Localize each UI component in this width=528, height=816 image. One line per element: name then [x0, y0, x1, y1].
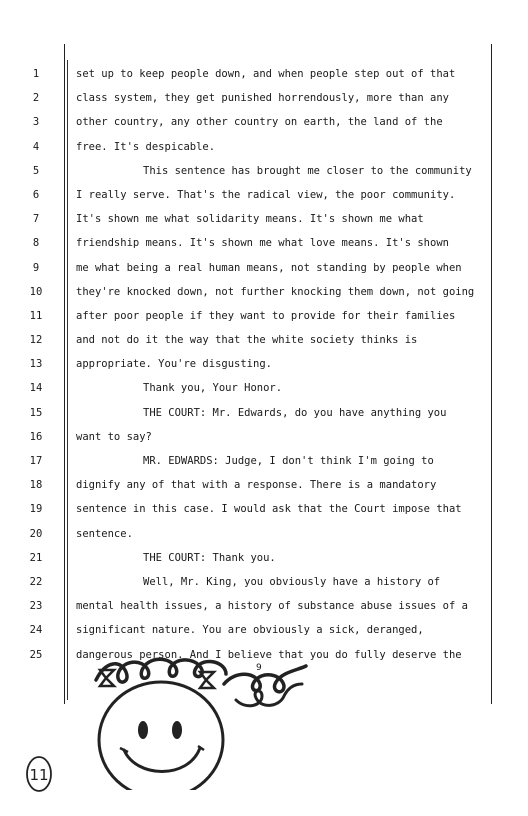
- line-text: and not do it the way that the white society thinks is: [76, 334, 418, 347]
- line-number: 11: [29, 309, 43, 322]
- transcript-line: [0, 304, 528, 328]
- line-number: 12: [29, 334, 43, 347]
- transcript-line: [0, 546, 528, 570]
- line-text: free. It's despicable.: [76, 140, 216, 153]
- line-text: THE COURT: Mr. Edwards, do you have anything you: [143, 406, 447, 419]
- line-number: 7: [32, 213, 40, 226]
- line-number: 1: [32, 68, 40, 80]
- line-text: MR. EDWARDS: Judge, I don't think I'm going to: [143, 455, 434, 467]
- line-number: 19: [29, 503, 43, 516]
- line-number: 16: [29, 430, 43, 443]
- transcript-line: [0, 497, 528, 521]
- line-number: 25: [29, 648, 43, 661]
- line-number: 20: [29, 527, 43, 540]
- transcript-line: [0, 159, 528, 183]
- line-text: they're knocked down, not further knocking them down, not going: [76, 285, 475, 298]
- line-number: 23: [29, 600, 43, 613]
- transcript-line: [0, 352, 528, 376]
- handwritten-circled-number: [24, 754, 54, 794]
- line-text: significant nature. You are obviously a sick, deranged,: [76, 624, 424, 637]
- line-number: 9: [32, 261, 40, 274]
- line-text: after poor people if they want to provide for their families: [76, 309, 456, 322]
- line-number: 22: [29, 575, 43, 588]
- transcript-line: [0, 618, 528, 642]
- line-text: mental health issues, a history of substance abuse issues of a: [76, 600, 468, 613]
- transcript-line: [0, 256, 528, 280]
- line-number: 4: [32, 140, 40, 153]
- transcript-lines: [0, 62, 528, 667]
- transcript-line: [0, 522, 528, 546]
- line-text: This sentence has brought me closer to the community: [143, 164, 472, 177]
- line-text: dignify any of that with a response. There is a mandatory: [76, 479, 437, 492]
- line-number: 10: [29, 285, 43, 298]
- line-text: class system, they get punished horrendously, more than any: [76, 92, 449, 105]
- transcript-line: [0, 425, 528, 449]
- line-text: I really serve. That's the radical view, the poor community.: [76, 188, 456, 201]
- page-number: 9: [256, 663, 262, 673]
- transcript-line: [0, 328, 528, 352]
- transcript-line: [0, 473, 528, 497]
- line-text: friendship means. It's shown me what love means. It's shown: [76, 237, 449, 250]
- transcript-line: [0, 449, 528, 473]
- line-text: Thank you, Your Honor.: [143, 382, 283, 395]
- line-text: want to say?: [76, 430, 152, 443]
- line-number: 3: [32, 116, 40, 129]
- line-text: set up to keep people down, and when people step out of that: [76, 68, 456, 80]
- line-number: 24: [29, 624, 43, 637]
- line-text: THE COURT: Thank you.: [143, 551, 276, 564]
- line-text: appropriate. You're disgusting.: [76, 358, 272, 371]
- line-text: dangerous person. And I believe that you do fully deserve the: [76, 648, 462, 661]
- transcript-line: [0, 86, 528, 110]
- line-number: 17: [29, 455, 43, 467]
- transcript-line: [0, 280, 528, 304]
- transcript-line: [0, 594, 528, 618]
- line-number: 15: [29, 406, 43, 419]
- transcript-line: [0, 110, 528, 134]
- line-number: 2: [32, 92, 40, 105]
- line-text: sentence.: [76, 527, 133, 540]
- line-text: Well, Mr. King, you obviously have a history of: [143, 575, 441, 588]
- line-number: 14: [29, 382, 43, 395]
- line-number: 6: [32, 188, 40, 201]
- svg-text:11: 11: [29, 766, 49, 784]
- transcript-line: [0, 62, 528, 86]
- line-number: 8: [32, 237, 40, 250]
- line-number: 18: [29, 479, 43, 492]
- transcript-line: [0, 207, 528, 231]
- line-text: It's shown me what solidarity means. It's shown me what: [76, 213, 424, 226]
- line-text: me what being a real human means, not standing by people when: [76, 261, 462, 274]
- transcript-line: [0, 183, 528, 207]
- smiley-face-doodle: [76, 640, 356, 790]
- transcript-line: [0, 570, 528, 594]
- line-number: 21: [29, 551, 43, 564]
- line-text: sentence in this case. I would ask that the Court impose that: [76, 503, 462, 516]
- line-number: 13: [29, 358, 43, 371]
- line-text: other country, any other country on earth, the land of the: [76, 116, 443, 129]
- transcript-line: [0, 231, 528, 255]
- transcript-line: [0, 376, 528, 400]
- transcript-line: [0, 135, 528, 159]
- transcript-line: [0, 401, 528, 425]
- line-number: 5: [32, 164, 40, 177]
